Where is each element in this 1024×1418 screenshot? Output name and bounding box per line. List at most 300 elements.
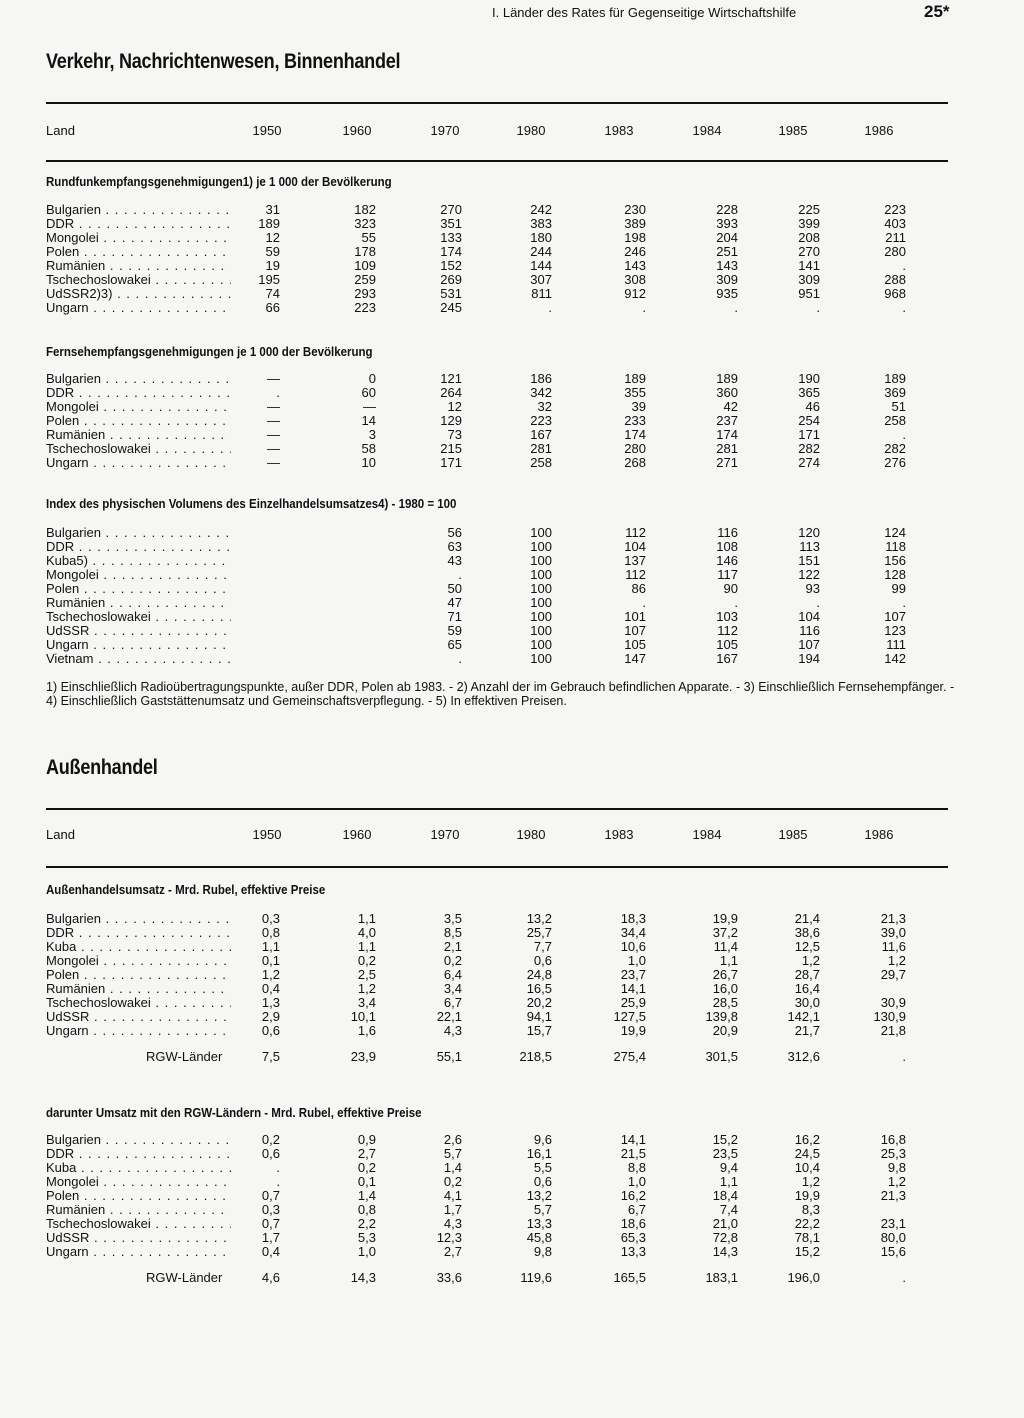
cell-value: 5,3: [357, 1230, 376, 1245]
column-header-1960: 1960: [342, 123, 372, 138]
cell-value: 4,6: [261, 1270, 280, 1285]
table-row: [46, 624, 948, 638]
table-row: [46, 982, 948, 996]
cell-value: 13,2: [526, 911, 552, 926]
cell-value: 0,4: [261, 1244, 280, 1259]
row-label: Bulgarien . . .: [46, 912, 231, 926]
row-label: UdSSR . . .: [46, 624, 231, 638]
row-label: Bulgarien . . .: [46, 1133, 231, 1147]
cell-value: 259: [354, 272, 376, 287]
cell-value: 33,6: [436, 1270, 462, 1285]
cell-value: 5,5: [533, 1160, 552, 1175]
cell-value: 24,8: [526, 967, 552, 982]
cell-value: 1,1: [357, 939, 376, 954]
cell-value: 183,1: [705, 1270, 738, 1285]
cell-value: 146: [716, 553, 738, 568]
cell-value: 104: [624, 539, 646, 554]
cell-value: 86: [631, 581, 646, 596]
cell-value: 24,5: [794, 1146, 820, 1161]
table-row: [46, 954, 948, 968]
cell-value: 119,6: [520, 1270, 552, 1285]
cell-value: 268: [624, 455, 646, 470]
cell-value: 3: [368, 427, 376, 442]
cell-value: 14: [361, 413, 376, 428]
cell-value: 4,1: [443, 1188, 462, 1203]
cell-value: 301,5: [705, 1049, 738, 1064]
cell-value: 46: [805, 399, 820, 414]
column-header-1950: 1950: [252, 123, 282, 138]
cell-value: 147: [624, 651, 646, 666]
cell-value: 174: [716, 427, 738, 442]
cell-value: 288: [884, 272, 906, 287]
cell-value: 0,2: [443, 953, 462, 968]
cell-value: 21,4: [794, 911, 820, 926]
cell-value: 275,4: [613, 1049, 646, 1064]
cell-value: 80,0: [880, 1230, 906, 1245]
column-header-1980: 1980: [516, 827, 546, 842]
cell-value: 5,7: [533, 1202, 552, 1217]
cell-value: 186: [530, 371, 552, 386]
cell-value: 282: [884, 441, 906, 456]
cell-value: 13,3: [526, 1216, 552, 1231]
cell-value: 73: [447, 427, 462, 442]
row-label: DDR . . .: [46, 926, 231, 940]
cell-value: 2,2: [357, 1216, 376, 1231]
column-header-1970: 1970: [430, 123, 460, 138]
cell-value: .: [734, 595, 738, 610]
row-label: Kuba . . .: [46, 940, 231, 954]
row-label: Tschechoslowakei . . .: [46, 610, 231, 624]
cell-value: 129: [440, 413, 462, 428]
cell-value: .: [276, 1174, 280, 1189]
cell-value: 4,3: [443, 1023, 462, 1038]
cell-value: 399: [798, 216, 820, 231]
cell-value: 194: [798, 651, 820, 666]
cell-value: 3,4: [357, 995, 376, 1010]
cell-value: 189: [716, 371, 738, 386]
cell-value: 93: [805, 581, 820, 596]
cell-value: 72,8: [712, 1230, 738, 1245]
cell-value: 144: [530, 258, 552, 273]
cell-value: 6,4: [443, 967, 462, 982]
cell-value: 74: [265, 286, 280, 301]
cell-value: 20,9: [712, 1023, 738, 1038]
row-label: Ungarn . . .: [46, 1024, 231, 1038]
cell-value: 0,6: [261, 1023, 280, 1038]
row-label: DDR . . .: [46, 540, 231, 554]
row-label: UdSSR2)3) . . .: [46, 287, 231, 301]
cell-value: 2,1: [443, 939, 462, 954]
cell-value: 280: [884, 244, 906, 259]
cell-value: .: [734, 300, 738, 315]
cell-value: 246: [624, 244, 646, 259]
cell-value: 107: [798, 637, 820, 652]
row-label: DDR . . .: [46, 1147, 231, 1161]
cell-value: 143: [716, 258, 738, 273]
cell-value: 78,1: [794, 1230, 820, 1245]
cell-value: 21,3: [880, 911, 906, 926]
table-row: [46, 652, 948, 666]
cell-value: 14,3: [350, 1270, 376, 1285]
cell-value: 274: [798, 455, 820, 470]
cell-value: 218,5: [519, 1049, 552, 1064]
subtable-title-aussenhandelsumsatz: Außenhandelsumsatz - Mrd. Rubel, effektive Preise: [46, 883, 326, 897]
cell-value: 1,3: [261, 995, 280, 1010]
cell-value: 0,1: [357, 1174, 376, 1189]
table-row: [46, 442, 948, 456]
column-header-1984: 1984: [692, 123, 722, 138]
cell-value: 9,8: [533, 1244, 552, 1259]
cell-value: 23,5: [712, 1146, 738, 1161]
row-label: Ungarn . . .: [46, 301, 231, 315]
cell-value: 230: [624, 202, 646, 217]
cell-value: 133: [440, 230, 462, 245]
cell-value: 137: [624, 553, 646, 568]
row-label: RGW-Länder: [146, 1271, 223, 1285]
cell-value: 258: [884, 413, 906, 428]
table-row: [46, 1147, 948, 1161]
cell-value: 100: [530, 567, 552, 582]
cell-value: 393: [716, 216, 738, 231]
cell-value: 9,4: [719, 1160, 738, 1175]
cell-value: 11,6: [881, 939, 906, 954]
cell-value: 0,6: [261, 1146, 280, 1161]
table-row: [46, 926, 948, 940]
cell-value: .: [458, 567, 462, 582]
cell-value: 309: [798, 272, 820, 287]
cell-value: 25,3: [880, 1146, 906, 1161]
cell-value: 22,1: [436, 1009, 462, 1024]
footnotes: 1) Einschließlich Radioübertragungspunkte, außer DDR, Polen ab 1983. - 2) Anzahl der im Gebrauch befindlichen Apparate. - 3) Einschließlich Fernsehempfänger. - 4) Einschließlich Gaststättenumsatz und Gemeinschaftsverpflegung. - 5) In effektiven Preisen.: [46, 680, 955, 708]
cell-value: 56: [447, 525, 462, 540]
row-label: UdSSR . . .: [46, 1231, 231, 1245]
table-row: [46, 428, 948, 442]
cell-value: 16,5: [526, 981, 552, 996]
cell-value: .: [642, 300, 646, 315]
table-row: [46, 554, 948, 568]
column-header-1983: 1983: [604, 123, 634, 138]
running-head: I. Länder des Rates für Gegenseitige Wirtschaftshilfe: [492, 5, 797, 20]
cell-value: 105: [716, 637, 738, 652]
cell-value: 178: [354, 244, 376, 259]
table-row: [46, 1133, 948, 1147]
cell-value: 1,2: [357, 981, 376, 996]
row-label: Polen . . .: [46, 968, 231, 982]
row-label: Rumänien . . .: [46, 259, 231, 273]
row-label: Tschechoslowakei . . .: [46, 442, 231, 456]
cell-value: 4,3: [443, 1216, 462, 1231]
cell-value: 112: [717, 623, 738, 638]
row-label: UdSSR . . .: [46, 1010, 231, 1024]
cell-value: 13,2: [526, 1188, 552, 1203]
cell-value: 254: [798, 413, 820, 428]
row-label: Mongolei . . .: [46, 400, 231, 414]
cell-value: 0,2: [357, 1160, 376, 1175]
cell-value: 124: [884, 525, 906, 540]
cell-value: 312,6: [787, 1049, 820, 1064]
cell-value: 245: [440, 300, 462, 315]
column-header-1980: 1980: [516, 123, 546, 138]
row-label: Rumänien . . .: [46, 982, 231, 996]
cell-value: 50: [447, 581, 462, 596]
cell-value: 34,4: [620, 925, 646, 940]
section-title-aussenhandel: Außenhandel: [46, 756, 158, 779]
column-header-1960: 1960: [342, 827, 372, 842]
cell-value: 143: [624, 258, 646, 273]
cell-value: 18,4: [712, 1188, 738, 1203]
table-row: [46, 1189, 948, 1203]
cell-value: 0,7: [261, 1216, 280, 1231]
cell-value: —: [363, 399, 376, 414]
cell-value: 107: [884, 609, 906, 624]
cell-value: 142,1: [787, 1009, 820, 1024]
table-top-rule: [46, 102, 948, 104]
header-bottom-rule: [46, 866, 948, 868]
cell-value: 389: [624, 216, 646, 231]
cell-value: 100: [530, 553, 552, 568]
cell-value: 101: [624, 609, 646, 624]
cell-value: 12,3: [436, 1230, 462, 1245]
cell-value: 152: [440, 258, 462, 273]
table-row: [46, 301, 948, 315]
column-header-row: [46, 124, 948, 138]
cell-value: 258: [530, 455, 552, 470]
cell-value: 211: [885, 230, 906, 245]
cell-value: 13,3: [620, 1244, 646, 1259]
cell-value: 127,5: [613, 1009, 646, 1024]
cell-value: 6,7: [443, 995, 462, 1010]
table-row: [46, 568, 948, 582]
cell-value: 270: [798, 244, 820, 259]
cell-value: 10: [361, 455, 376, 470]
cell-value: 204: [716, 230, 738, 245]
column-header-1985: 1985: [778, 827, 808, 842]
cell-value: 309: [716, 272, 738, 287]
row-label: Bulgarien . . .: [46, 526, 231, 540]
cell-value: 7,5: [261, 1049, 280, 1064]
cell-value: 59: [265, 244, 280, 259]
total-row: [46, 1271, 948, 1285]
cell-value: 65: [447, 637, 462, 652]
cell-value: 30,0: [794, 995, 820, 1010]
table-row: [46, 1231, 948, 1245]
cell-value: —: [267, 413, 280, 428]
cell-value: 189: [258, 216, 280, 231]
cell-value: 38,6: [794, 925, 820, 940]
cell-value: 12: [447, 399, 462, 414]
cell-value: 100: [530, 539, 552, 554]
cell-value: 19,9: [794, 1188, 820, 1203]
cell-value: 29,7: [880, 967, 906, 982]
cell-value: 365: [798, 385, 820, 400]
row-label: DDR . . .: [46, 217, 231, 231]
row-label: Polen . . .: [46, 582, 231, 596]
cell-value: 12: [265, 230, 280, 245]
cell-value: 21,0: [712, 1216, 738, 1231]
section-title-verkehr: Verkehr, Nachrichtenwesen, Binnenhandel: [46, 50, 401, 73]
cell-value: 16,2: [620, 1188, 646, 1203]
cell-value: 16,0: [712, 981, 738, 996]
cell-value: 2,5: [357, 967, 376, 982]
cell-value: 251: [716, 244, 738, 259]
table-row: [46, 996, 948, 1010]
cell-value: 18,6: [620, 1216, 646, 1231]
row-label: Polen . . .: [46, 1189, 231, 1203]
column-header-1970: 1970: [430, 827, 460, 842]
cell-value: 1,1: [261, 939, 280, 954]
row-label: Rumänien . . .: [46, 596, 231, 610]
cell-value: 21,5: [620, 1146, 646, 1161]
cell-value: 2,6: [443, 1132, 462, 1147]
cell-value: 1,2: [261, 967, 280, 982]
cell-value: 403: [884, 216, 906, 231]
cell-value: 130,9: [873, 1009, 906, 1024]
cell-value: 37,2: [712, 925, 738, 940]
row-label: Polen . . .: [46, 245, 231, 259]
cell-value: 2,7: [357, 1146, 376, 1161]
cell-value: 3,5: [443, 911, 462, 926]
cell-value: 100: [530, 651, 552, 666]
cell-value: 0,4: [261, 981, 280, 996]
row-label: Kuba . . .: [46, 1161, 231, 1175]
cell-value: 196,0: [787, 1270, 820, 1285]
cell-value: 23,7: [620, 967, 646, 982]
cell-value: 141: [798, 258, 820, 273]
row-label: Tschechoslowakei . . .: [46, 1217, 231, 1231]
cell-value: .: [902, 1270, 906, 1285]
table-row: [46, 1024, 948, 1038]
cell-value: 531: [440, 286, 462, 301]
cell-value: 16,4: [794, 981, 820, 996]
table-row: [46, 456, 948, 470]
cell-value: 3,4: [443, 981, 462, 996]
cell-value: —: [267, 455, 280, 470]
cell-value: 167: [716, 651, 738, 666]
cell-value: 32: [537, 399, 552, 414]
cell-value: 28,7: [794, 967, 820, 982]
cell-value: 281: [716, 441, 738, 456]
cell-value: 2,9: [261, 1009, 280, 1024]
cell-value: 308: [624, 272, 646, 287]
cell-value: 270: [440, 202, 462, 217]
cell-value: 39,0: [880, 925, 906, 940]
cell-value: 1,4: [443, 1160, 462, 1175]
cell-value: 0,2: [443, 1174, 462, 1189]
cell-value: —: [267, 399, 280, 414]
cell-value: 14,1: [620, 981, 646, 996]
cell-value: 0,8: [261, 925, 280, 940]
cell-value: 10,1: [350, 1009, 376, 1024]
cell-value: 8,3: [801, 1202, 820, 1217]
column-header-1986: 1986: [864, 123, 894, 138]
cell-value: 7,7: [533, 939, 552, 954]
cell-value: 14,1: [620, 1132, 646, 1147]
cell-value: 0,6: [533, 1174, 552, 1189]
cell-value: 15,6: [880, 1244, 906, 1259]
cell-value: 26,7: [712, 967, 738, 982]
cell-value: 8,5: [443, 925, 462, 940]
subtable-title-einzelhandel: Index des physischen Volumens des Einzelhandelsumsatzes4) - 1980 = 100: [46, 497, 457, 511]
cell-value: 107: [624, 623, 646, 638]
cell-value: 15,2: [712, 1132, 738, 1147]
cell-value: 383: [530, 216, 552, 231]
cell-value: 237: [716, 413, 738, 428]
cell-value: 10,4: [794, 1160, 820, 1175]
table-row: [46, 526, 948, 540]
cell-value: —: [267, 427, 280, 442]
cell-value: 307: [530, 272, 552, 287]
cell-value: 208: [798, 230, 820, 245]
cell-value: 19: [265, 258, 280, 273]
cell-value: 1,0: [627, 1174, 646, 1189]
cell-value: 51: [891, 399, 906, 414]
table-row: [46, 259, 948, 273]
cell-value: 0,1: [261, 953, 280, 968]
cell-value: .: [816, 300, 820, 315]
cell-value: 8,8: [627, 1160, 646, 1175]
cell-value: 100: [530, 609, 552, 624]
table-row: [46, 231, 948, 245]
cell-value: 811: [531, 286, 552, 301]
cell-value: 9,6: [533, 1132, 552, 1147]
cell-value: 1,0: [357, 1244, 376, 1259]
table-row: [46, 287, 948, 301]
subtable-title-fernsehen: Fernsehempfangsgenehmigungen je 1 000 der Bevölkerung: [46, 345, 373, 359]
table-row: [46, 372, 948, 386]
cell-value: 45,8: [526, 1230, 552, 1245]
cell-value: 9,8: [887, 1160, 906, 1175]
table-row: [46, 217, 948, 231]
table-row: [46, 1203, 948, 1217]
cell-value: 223: [884, 202, 906, 217]
cell-value: 6,7: [627, 1202, 646, 1217]
cell-value: 233: [624, 413, 646, 428]
cell-value: 190: [798, 371, 820, 386]
cell-value: 1,1: [719, 1174, 738, 1189]
row-label: Bulgarien . . .: [46, 372, 231, 386]
cell-value: 25,9: [620, 995, 646, 1010]
table-row: [46, 610, 948, 624]
cell-value: 269: [440, 272, 462, 287]
cell-value: 128: [884, 567, 906, 582]
cell-value: 142: [884, 651, 906, 666]
cell-value: 323: [354, 216, 376, 231]
cell-value: 23,1: [880, 1216, 906, 1231]
cell-value: 171: [798, 427, 820, 442]
cell-value: 47: [447, 595, 462, 610]
cell-value: .: [902, 595, 906, 610]
row-label: Ungarn . . .: [46, 638, 231, 652]
cell-value: 16,8: [880, 1132, 906, 1147]
cell-value: 0,8: [357, 1202, 376, 1217]
cell-value: 271: [716, 455, 738, 470]
table-row: [46, 414, 948, 428]
row-label: Tschechoslowakei . . .: [46, 273, 231, 287]
cell-value: 66: [265, 300, 280, 315]
cell-value: 1,1: [357, 911, 376, 926]
row-label: Mongolei . . .: [46, 1175, 231, 1189]
cell-value: 0: [368, 371, 376, 386]
row-label: Ungarn . . .: [46, 456, 231, 470]
cell-value: 109: [354, 258, 376, 273]
cell-value: .: [458, 651, 462, 666]
row-label: Ungarn . . .: [46, 1245, 231, 1259]
cell-value: 21,7: [794, 1023, 820, 1038]
cell-value: 189: [624, 371, 646, 386]
cell-value: 20,2: [526, 995, 552, 1010]
cell-value: 167: [530, 427, 552, 442]
table-row: [46, 245, 948, 259]
